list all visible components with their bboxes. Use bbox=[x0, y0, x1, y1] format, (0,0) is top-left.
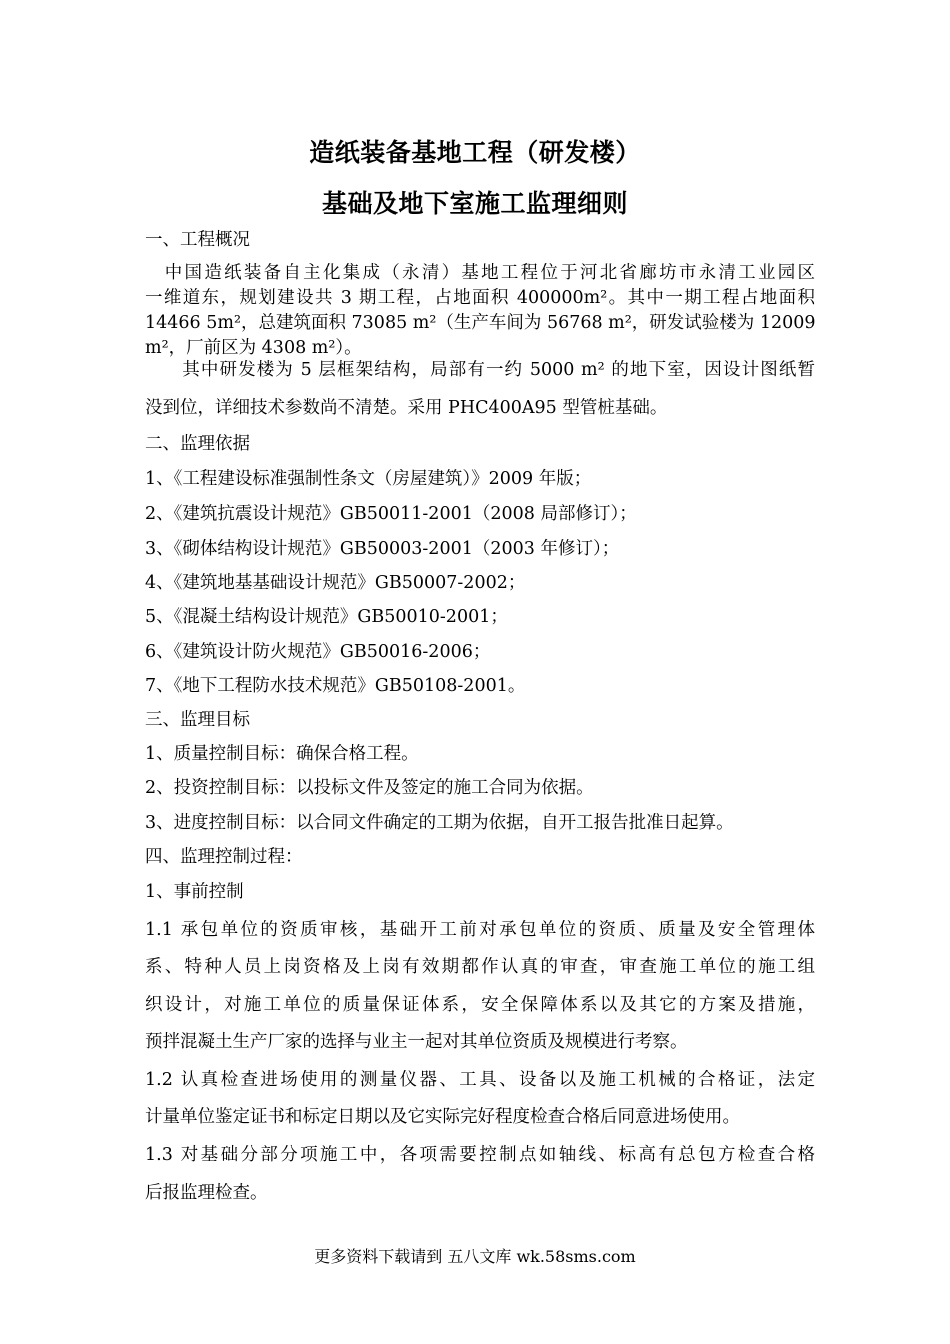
paragraph-line: 1.2 认真检查进场使用的测量仪器、工具、设备以及施工机械的合格证，法定 bbox=[145, 1070, 815, 1090]
paragraph-line: 没到位，详细技术参数尚不清楚。采用 PHC400A95 型管桩基础。 bbox=[145, 398, 668, 418]
list-item: 1、《工程建设标准强制性条文（房屋建筑）》2009 年版； bbox=[145, 469, 592, 489]
page-footer: 更多资料下载请到 五八文库 wk.58sms.com bbox=[314, 1247, 636, 1266]
paragraph-line: 预拌混凝土生产厂家的选择与业主一起对其单位资质及规模进行考察。 bbox=[145, 1032, 688, 1052]
paragraph-line: 14466 5m²，总建筑面积 73085 m²（生产车间为 56768 m²，研发试验楼为 12009 bbox=[145, 313, 816, 333]
list-item: 2、投资控制目标：以投标文件及签定的施工合同为依据。 bbox=[145, 778, 594, 798]
paragraph-line: 其中研发楼为 5 层框架结构，局部有一约 5000 m² 的地下室，因设计图纸暂 bbox=[145, 360, 815, 380]
paragraph-line: 织设计，对施工单位的质量保证体系，安全保障体系以及其它的方案及措施， bbox=[145, 995, 815, 1015]
paragraph-line: 一维道东，规划建设共 3 期工程，占地面积 400000m²。其中一期工程占地面积 bbox=[145, 288, 815, 308]
document-title: 造纸装备基地工程（研发楼） bbox=[309, 138, 641, 167]
section-heading: 一、工程概况 bbox=[145, 230, 250, 250]
section-heading: 四、监理控制过程： bbox=[145, 847, 303, 867]
paragraph-line: 计量单位鉴定证书和标定日期以及它实际完好程度检查合格后同意进场使用。 bbox=[145, 1107, 740, 1127]
paragraph-line: 后报监理检查。 bbox=[145, 1183, 268, 1203]
list-item: 7、《地下工程防水技术规范》GB50108-2001。 bbox=[145, 676, 526, 696]
section-heading: 三、监理目标 bbox=[145, 710, 250, 730]
section-heading: 二、监理依据 bbox=[145, 434, 250, 454]
list-item: 6、《建筑设计防火规范》GB50016-2006； bbox=[145, 642, 491, 662]
list-item: 1、质量控制目标：确保合格工程。 bbox=[145, 744, 419, 764]
list-item: 5、《混凝土结构设计规范》GB50010-2001； bbox=[145, 607, 508, 627]
list-item: 4、《建筑地基基础设计规范》GB50007-2002； bbox=[145, 573, 526, 593]
list-item: 3、进度控制目标：以合同文件确定的工期为依据，自开工报告批准日起算。 bbox=[145, 813, 734, 833]
document-subtitle: 基础及地下室施工监理细则 bbox=[321, 189, 628, 218]
paragraph-line: m²，厂前区为 4308 m²）。 bbox=[145, 338, 362, 358]
paragraph-line: 1.3 对基础分部分项施工中，各项需要控制点如轴线、标高有总包方检查合格 bbox=[145, 1145, 815, 1165]
paragraph-line: 系、特种人员上岗资格及上岗有效期都作认真的审查，审查施工单位的施工组 bbox=[145, 957, 815, 977]
list-item: 2、《建筑抗震设计规范》GB50011-2001（2008 局部修订）； bbox=[145, 504, 637, 524]
subsection-heading: 1、事前控制 bbox=[145, 882, 244, 902]
paragraph-line: 1.1 承包单位的资质审核，基础开工前对承包单位的资质、质量及安全管理体 bbox=[145, 920, 815, 940]
paragraph-line: 中国造纸装备自主化集成（永清）基地工程位于河北省廊坊市永清工业园区 bbox=[145, 263, 815, 283]
list-item: 3、《砌体结构设计规范》GB50003-2001（2003 年修订）； bbox=[145, 539, 620, 559]
